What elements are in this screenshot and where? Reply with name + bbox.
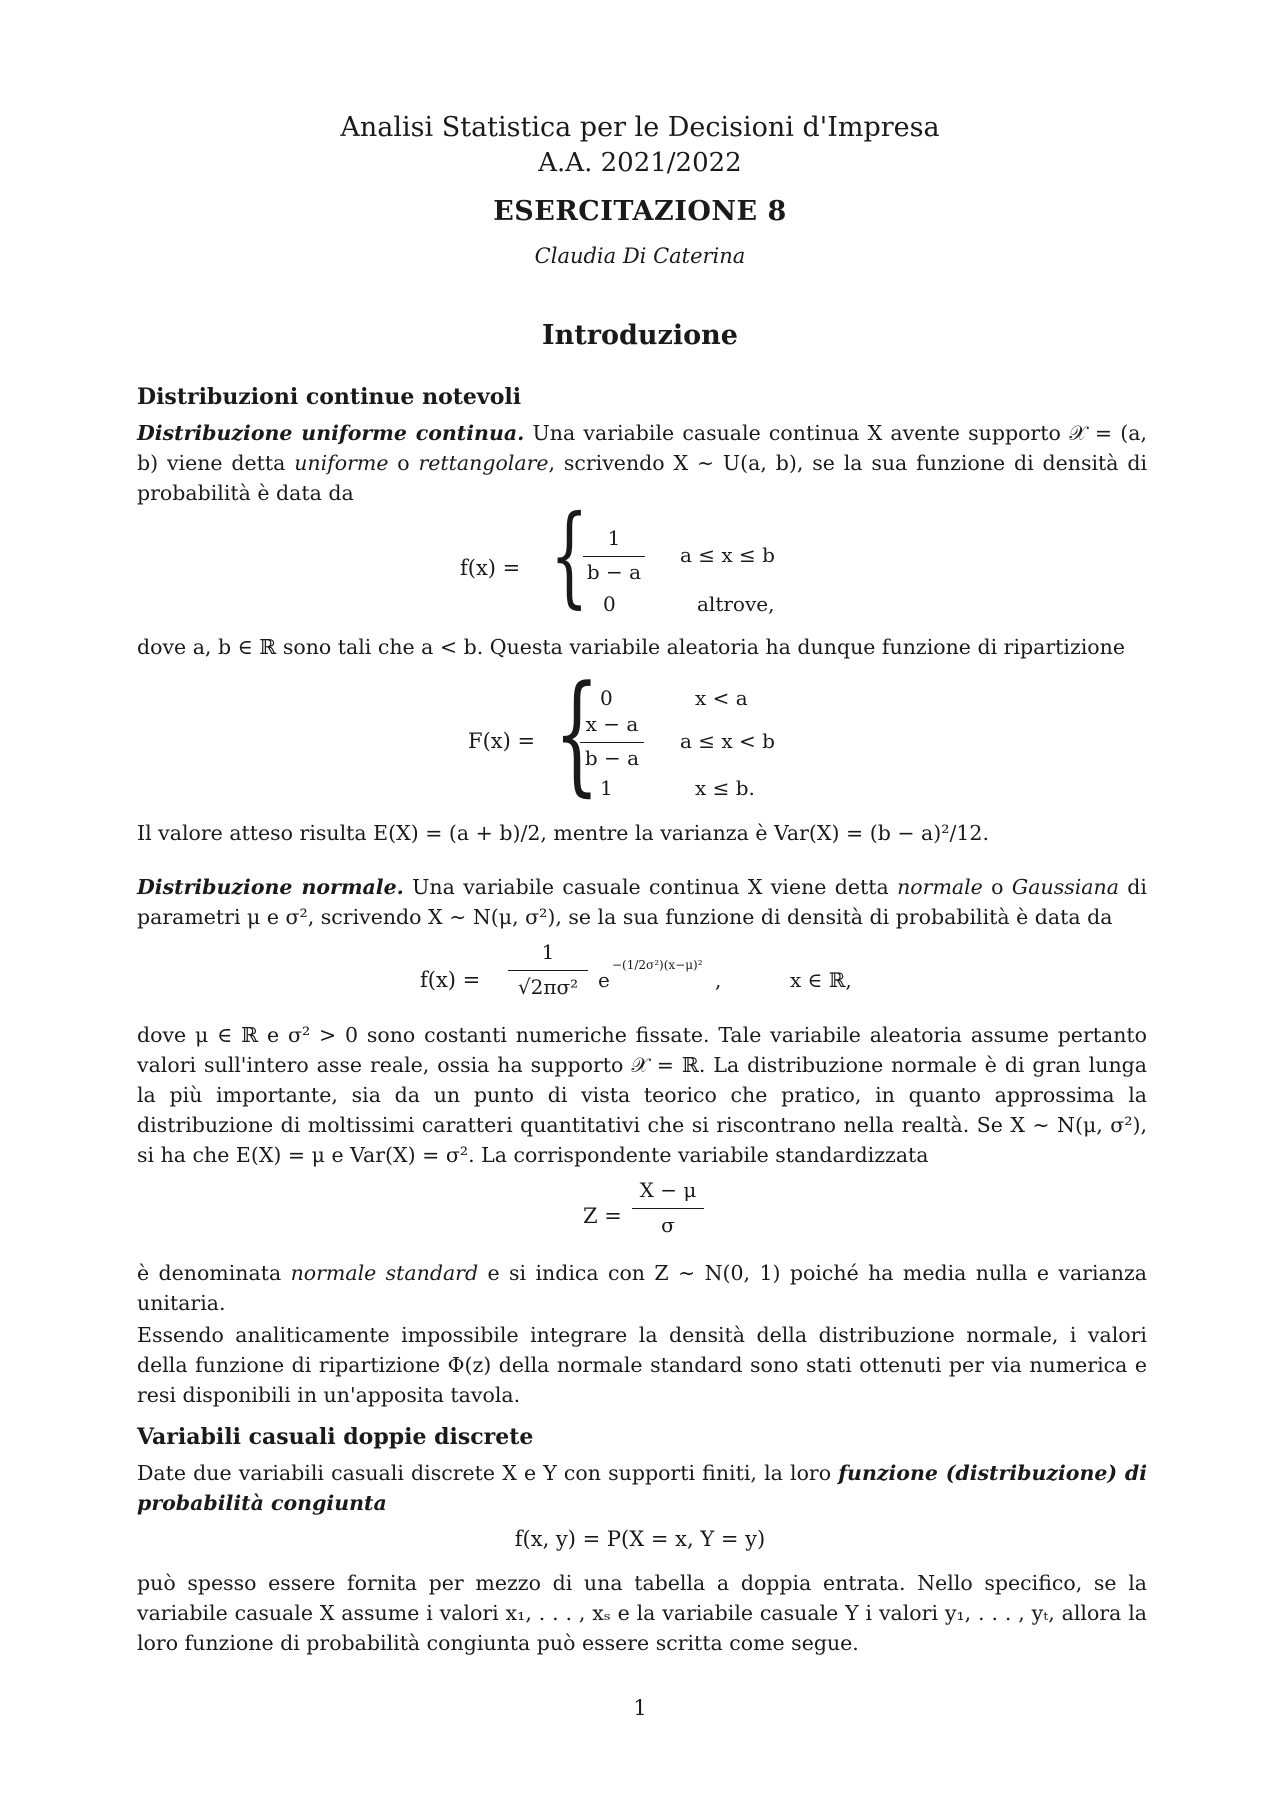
normal-label: Distribuzione normale. [137, 875, 404, 899]
uniform-cdf-fraction-bar [580, 742, 644, 743]
joint-formula: f(x, y) = P(X = x, Y = y) [514, 1527, 766, 1551]
uniform-pdf-numerator: 1 [607, 526, 621, 550]
section-heading-bivariate: Variabili casuali doppie discrete [137, 1424, 534, 1450]
author-name: Claudia Di Caterina [534, 244, 746, 268]
normal-text-c: di parametri μ e σ², scrivendo X ∼ N(μ, σ²), se la sua funzione di densità di probabilità è data da [137, 875, 1147, 929]
uniform-paragraph [137, 418, 1147, 508]
standard-text-a: è denominata [137, 1261, 291, 1285]
cdf-table-paragraph: Essendo analiticamente impossibile integrare la densità della distribuzione normale, i valori della funzione di ripartizione Φ(z) della normale standard sono stati ottenuti per via numerica e resi disponibili in un'apposita tavola. [137, 1323, 1147, 1407]
uniform-cdf-denominator: b − a [584, 746, 640, 770]
normal-pdf-domain: x ∈ ℝ, [790, 968, 852, 992]
uniform-label: Distribuzione uniforme continua. [137, 421, 525, 445]
uniform-pdf-zero: 0 [603, 592, 616, 616]
section-heading-continuous: Distribuzioni continue notevoli [137, 384, 522, 410]
normal-description: dove μ ∈ ℝ e σ² > 0 sono costanti numeriche fissate. Tale variabile aleatoria assume pertanto valori sull'intero asse reale, ossia ha supporto 𝒳 = ℝ. La distribuzione normale è di gran lunga la più importante, sia da un punto di vista teorico che pratico, in quanto approssima la distribuzione di moltissimi caratteri quantitativi che si riscontrano nella realtà. Se X ∼ N(μ, σ²), si ha che E(X) = μ e Var(X) = σ². La corrispondente variabile standardizzata [137, 1023, 1147, 1167]
uniform-cdf-condition-3: x ≤ b. [695, 776, 755, 800]
z-numerator: X − μ [639, 1178, 697, 1202]
joint-paragraph [137, 1458, 1147, 1518]
joint-text-a: Date due variabili casuali discrete X e Y con supporti finiti, la loro [137, 1461, 839, 1485]
normal-pdf-fraction-bar [508, 970, 588, 971]
intro-heading: Introduzione [542, 320, 738, 351]
uniform-term: uniforme [294, 451, 389, 475]
uniform-text-a: Una variabile casuale continua X avente supporto 𝒳 = (a, b) viene detta [137, 421, 1147, 475]
joint-probability-term: funzione (distribuzione) di probabilità congiunta [137, 1461, 1147, 1515]
normal-pdf-comma: , [715, 968, 722, 992]
uniform-moments: Il valore atteso risulta E(X) = (a + b)/2, mentre la varianza è Var(X) = (b − a)²/12. [137, 821, 989, 845]
uniform-cdf-condition-1: x < a [695, 686, 748, 710]
uniform-pdf-condition-2: altrove, [697, 592, 775, 616]
uniform-text-b: o [388, 451, 419, 475]
uniform-cdf-brace: { [554, 657, 600, 809]
uniform-pdf-brace: { [550, 491, 589, 619]
uniform-cdf-numerator: x − a [585, 712, 639, 736]
rectangular-term: rettangolare [418, 451, 549, 475]
uniform-cdf-lhs: F(x) = [468, 729, 536, 753]
uniform-cdf-value-1: 0 [600, 686, 613, 710]
normal-pdf-lhs: f(x) = [420, 968, 481, 992]
academic-year: A.A. 2021/2022 [538, 148, 742, 178]
normal-pdf-denominator: √2πσ² [517, 975, 579, 999]
normal-text-a: Una variabile casuale continua X viene detta [403, 875, 898, 899]
normal-pdf-exp-base: e [598, 968, 610, 992]
page-number: 1 [633, 1696, 647, 1720]
standard-text-b: e si indica con Z ∼ N(0, 1) poiché ha media nulla e varianza unitaria. [137, 1261, 1147, 1315]
uniform-cdf-intro: dove a, b ∈ ℝ sono tali che a < b. Questa variabile aleatoria ha dunque funzione di ripartizione [137, 635, 1125, 659]
uniform-pdf-condition-1: a ≤ x ≤ b [680, 543, 775, 567]
uniform-cdf-value-3: 1 [600, 776, 613, 800]
gaussian-term: Gaussiana [1011, 875, 1119, 899]
uniform-pdf-fraction-bar [583, 556, 645, 557]
joint-table-paragraph: può spesso essere fornita per mezzo di una tabella a doppia entrata. Nello specifico, se la variabile casuale X assume i valori x₁, . . . , xₛ e la variabile casuale Y i valori y₁, . . . , yₜ, allora la loro funzione di probabilità congiunta può essere scritta come segue. [137, 1571, 1147, 1655]
normal-text-b: o [982, 875, 1012, 899]
exercise-title: ESERCITAZIONE 8 [493, 196, 787, 227]
uniform-cdf-condition-2: a ≤ x < b [680, 729, 775, 753]
standard-normal-paragraph [137, 1258, 1147, 1318]
standard-normal-term: normale standard [290, 1261, 479, 1285]
z-denominator: σ [661, 1213, 675, 1237]
z-lhs: Z = [583, 1204, 622, 1228]
normal-pdf-numerator: 1 [541, 940, 555, 964]
uniform-pdf-lhs: f(x) = [460, 556, 521, 580]
uniform-pdf-denominator: b − a [586, 560, 642, 584]
normal-paragraph [137, 872, 1147, 932]
z-fraction-bar [632, 1208, 704, 1209]
normal-term: normale [897, 875, 983, 899]
normal-pdf-exponent: −(1/2σ²)(x−μ)² [612, 958, 703, 972]
course-title: Analisi Statistica per le Decisioni d'Impresa [340, 112, 940, 143]
uniform-text-c: , scrivendo X ∼ U(a, b), se la sua funzione di densità di probabilità è data da [137, 451, 1148, 505]
